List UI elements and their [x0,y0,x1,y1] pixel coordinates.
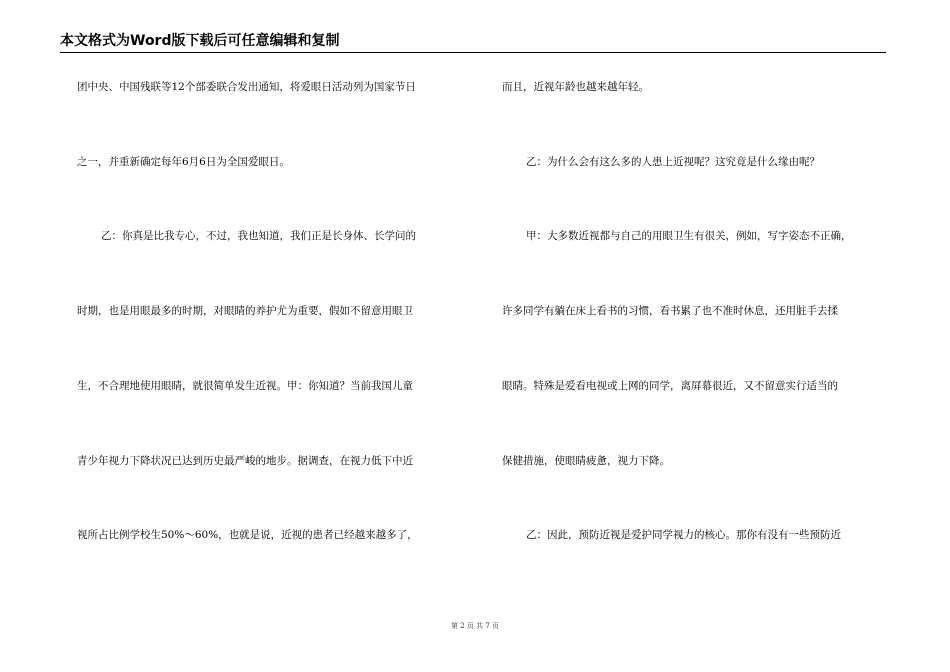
text-line: 眼睛。特殊是爱看电视或上网的同学，离屏幕很近，又不留意实行适当的 [502,380,838,392]
right-text-column [502,0,894,672]
text-line: 乙：你真是比我专心，不过，我也知道，我们正是长身体、长学问的 [101,230,416,242]
text-line: 生，不合理地使用眼睛，就很简单发生近视。甲：你知道？当前我国儿童 [77,380,413,392]
text-line: 而且，近视年龄也越来越年轻。 [502,81,649,93]
text-line: 视所占比例学校生50%～60%，也就是说，近视的患者已经越来越多了， [77,529,418,541]
text-line: 乙：为什么会有这么多的人患上近视呢？这究竟是什么缘由呢？ [526,156,820,168]
text-line: 乙：因此，预防近视是爱护同学视力的核心。那你有没有一些预防近 [526,529,841,541]
text-line: 甲：大多数近视都与自己的用眼卫生有很关，例如，写字姿态不正确， [526,230,852,242]
text-line: 之一，并重新确定每年6月6日为全国爱眼日。 [77,156,290,168]
page-number: 第 2 页 共 7 页 [450,622,500,630]
text-line: 时期，也是用眼最多的时期，对眼睛的养护尤为重要，假如不留意用眼卫 [77,305,413,317]
text-line: 保健措施，使眼睛疲惫，视力下降。 [502,455,670,467]
text-line: 团中央、中国残联等12个部委联合发出通知，将爱眼日活动列为国家节日 [77,81,416,93]
header-title: 本文格式为Word版下载后可任意编辑和复制 [60,33,340,49]
left-text-column [77,0,473,672]
text-line: 青少年视力下降状况已达到历史最严峻的地步。据调查，在视力低下中近 [77,455,413,467]
text-line: 许多同学有躺在床上看书的习惯，看书累了也不准时休息，还用脏手去揉 [502,305,838,317]
